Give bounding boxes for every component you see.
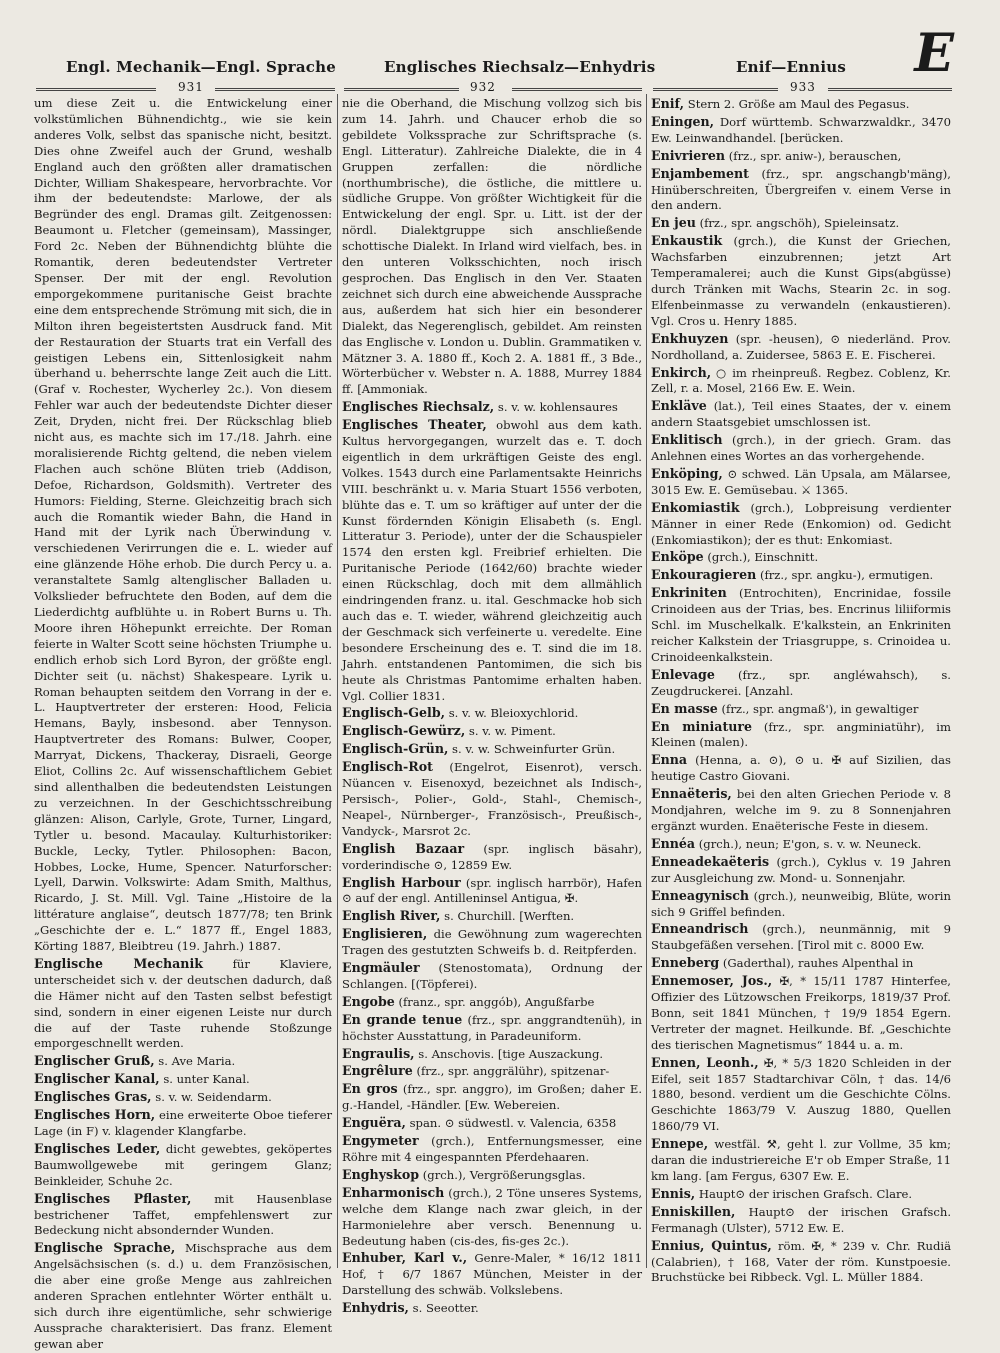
entry-headword: Eningen,: [651, 113, 715, 129]
entry-headword: Englischer Gruß,: [34, 1053, 155, 1069]
entry-headword: Englisches Theater,: [342, 417, 487, 433]
text-column-1: [34, 96, 333, 1351]
entry-text: (frz., spr. angschangb'mäng), Hinüberschreiten, Übergreifen v. einem Verse in den andern.: [651, 166, 951, 213]
entry-headword: Englisch-Gelb,: [342, 705, 446, 721]
entry-text: Mischsprache aus dem Angelsächsischen (s. d.) u. dem Französischen, die aber eine große Menge aus zahlreichen anderen Sprachen entlehnter Wörter enthält u. sich durch ihre eigentümliche, sehr schwierige Aussprache charakterisiert. Das franz. Element gewan aber: [34, 1241, 333, 1351]
dictionary-entry: [651, 1186, 951, 1203]
entry-text: obwohl aus dem kath. Kultus hervorgegangen, wurzelt das e. T. doch eigentlich in dem urkräftigen Geiste des engl. Volkes. 1543 durch eine Parlamentsakte Heinrichs VIII. beschränkt u. v. Maria Stuart 1556 verboten, blühte das e. T. um so kräftiger auf unter der die Kunst fördernden Königin Elisabeth (s. Engl. Litteratur 3. Periode), unter der die Schauspieler 1574 den ersten kgl. Freibrief erhielten. Die Puritanische Periode (1642/60) brachte wieder einen Rückschlag, doch mit dem allmählich eindringenden franz. u. ital. Geschmacke hob sich auch das e. T. wieder, während gleichzeitig auch der Geschmack sich verfeinerte u. veredelte. Eine besondere Erscheinung des e. T. sind die im 18. Jahrh. entstandenen Pantomimen, die sich bis heute als Christmas Pantomime erhalten haben. Vgl. Collier 1831.: [342, 418, 643, 703]
dictionary-entry: [651, 500, 951, 549]
entry-text: (spr. inglisch harrbör), Hafen ⊙ auf der engl. Antilleninsel Antigua, ✠.: [342, 875, 643, 906]
entry-text: s. unter Kanal.: [163, 1072, 250, 1087]
entry-text: (frz., spr. anggrälühr), spitzenar-: [416, 1064, 610, 1079]
dictionary-entry: [342, 960, 642, 993]
entry-text: s. Churchill. [Werften.: [444, 909, 575, 924]
dictionary-entry: [651, 432, 951, 465]
header-rule: [215, 88, 335, 91]
entry-text: s. v. w. Schweinfurter Grün.: [452, 742, 616, 757]
entry-headword: Engmäuler: [342, 960, 420, 976]
entry-text: Stern 2. Größe am Maul des Pegasus.: [687, 97, 910, 111]
dictionary-entry: [651, 921, 951, 954]
entry-headword: Enharmonisch: [342, 1184, 445, 1200]
entry-text: (Stenostomata), Ordnung der Schlangen. [(Töpferei).: [342, 961, 642, 991]
dictionary-entry: [342, 994, 642, 1011]
dictionary-entry: [651, 973, 951, 1054]
entry-text: mit Hausenblase bestrichener Taffet, empfehlenswert zur Bedeckung nicht absondernder Wunden.: [34, 1191, 333, 1238]
entry-headword: Enivrieren: [651, 147, 726, 163]
entry-headword: Ennen, Leonh.,: [651, 1054, 759, 1070]
dictionary-entry: [651, 331, 951, 364]
entry-headword: Englisches Horn,: [34, 1107, 156, 1123]
entry-text: (frz., spr. aniw-), berauschen,: [728, 148, 902, 163]
dictionary-entry: [651, 1204, 951, 1237]
dictionary-entry: [651, 466, 951, 499]
entry-text: ✠, * 5/3 1820 Schleiden in der Eifel, seit 1857 Stadtarchivar Cöln, † das. 14/6 1880, besond. verdient um die Geschichte Cölns. Geschichte 1863/79 V. Auszug 1880, Quellen 1860/79 VI.: [651, 1055, 952, 1134]
entry-text: eine erweiterte Oboe tieferer Lage (in F) v. klagender Klangfarbe.: [34, 1108, 332, 1138]
entry-headword: Engobe: [342, 993, 395, 1009]
entry-headword: Englisches Gras,: [34, 1089, 152, 1105]
dictionary-entry: [34, 1191, 332, 1240]
entry-text: s. Ave Maria.: [158, 1054, 236, 1069]
dictionary-entry: [342, 417, 642, 704]
dictionary-entry: [342, 1185, 642, 1250]
entry-text: (frz., spr. angku-), ermutigen.: [759, 568, 934, 583]
entry-headword: Englische Sprache,: [34, 1240, 176, 1256]
entry-text: (spr. -heusen), ⊙ niederländ. Prov. Nordholland, a. Zuidersee, 5863 E. E. Fischerei.: [651, 331, 951, 362]
entry-text: ⊙ schwed. Län Upsala, am Mälarsee, 3015 Ew. E. Gemüsebau. ⚔ 1365.: [651, 466, 951, 497]
entry-headword: Englisch-Gewürz,: [342, 723, 466, 739]
dictionary-entry: [342, 96, 642, 398]
entry-headword: Englisches Pflaster,: [34, 1190, 192, 1206]
entry-text: (grch.), neun; E'gon, s. v. w. Neuneck.: [698, 836, 922, 851]
entry-text: s. v. w. Bleioxychlorid.: [448, 706, 579, 721]
text-column-2: [342, 96, 643, 1316]
entry-text: (grch.), neunmännig, mit 9 Staubgefäßen versehen. [Tirol mit c. 8000 Ew.: [651, 922, 951, 953]
entry-headword: En gros: [342, 1081, 398, 1097]
entry-text: dicht gewebtes, geköpertes Baumwollgewebe mit geringem Glanz; Beinkleider, Schuhe 2c.: [34, 1141, 332, 1188]
page-number: 931: [178, 80, 204, 94]
entry-headword: Enjambement: [651, 165, 749, 181]
dictionary-entry: [342, 1300, 642, 1317]
dictionary-entry: [342, 1063, 642, 1080]
entry-headword: Engraulis,: [342, 1045, 415, 1061]
entry-text: röm. ✠, * 239 v. Chr. Rudiä (Calabrien), † 168, Vater der röm. Kunstpoesie. Bruchstücke bei Ribbeck. Vgl. L. Müller 1884.: [651, 1238, 951, 1285]
dictionary-entry: [342, 399, 642, 416]
entry-text: (grch.), Entfernungsmesser, eine Röhre mit 4 eingespannten Pferdehaaren.: [342, 1134, 642, 1164]
dictionary-entry: [651, 701, 951, 718]
entry-text: (grch.), die Kunst der Griechen, Wachsfarben einzubrennen; jetzt Art Temperamalerei; auch die Kunst Gips(abgüsse) durch Tränken mit Wachs, Stearin 2c. in sog. Elfenbeinmasse zu verwandeln (enkaustieren). Vgl. Cros u. Henry 1885.: [651, 234, 951, 328]
entry-headword: Enköping,: [651, 465, 723, 481]
dictionary-entry: [651, 1136, 951, 1185]
entry-headword: Enkriniten: [651, 585, 727, 601]
entry-headword: Ennemoser, Jos.,: [651, 973, 773, 989]
dictionary-entry: [342, 705, 642, 722]
dictionary-entry: [651, 836, 951, 853]
entry-headword: En masse: [651, 700, 718, 716]
entry-text: (grch.), Einschnitt.: [707, 550, 819, 565]
dictionary-entry: [342, 841, 642, 874]
entry-headword: Enna: [651, 752, 688, 768]
header-rule: [512, 88, 642, 91]
entry-headword: Enkirch,: [651, 364, 712, 380]
dictionary-entry: [651, 398, 951, 431]
dictionary-entry: [34, 96, 332, 955]
entry-headword: Enklitisch: [651, 432, 723, 448]
entry-headword: En grande tenue: [342, 1011, 463, 1027]
entry-headword: Englisch-Grün,: [342, 741, 449, 757]
entry-text: s. Seeotter.: [412, 1301, 479, 1316]
dictionary-entry: [34, 1240, 332, 1352]
entry-headword: Enneandrisch: [651, 921, 749, 937]
entry-headword: En miniature: [651, 718, 753, 734]
dictionary-entry: [342, 723, 642, 740]
entry-text: Dorf württemb. Schwarzwaldkr., 3470 Ew. Leinwandhandel. [berücken.: [651, 114, 952, 145]
entry-text: (frz., spr. angléwahsch), s. Zeugdruckerei. [Anzahl.: [651, 667, 951, 698]
dictionary-entry: [342, 875, 642, 908]
entry-headword: Englisch-Rot: [342, 759, 433, 775]
entry-headword: Engrêlure: [342, 1063, 413, 1079]
entry-text: (spr. inglisch bäsahr), vorderindische ⊙, 12859 Ew.: [342, 841, 643, 872]
dictionary-entry: [342, 908, 642, 925]
dictionary-entry: [34, 1053, 332, 1070]
column-divider: [646, 94, 647, 1268]
entry-text: ✠, * 15/11 1787 Hinterfee, Offizier des Lützowschen Freikorps, 1819/37 Prof. Bonn, seit 1841 München, † 19/9 1854 Egern. Vertreter der magnet. Heilkunde. Bf. „Geschichte des tierischen Magnetismus“ 1844 u. a. m.: [651, 974, 951, 1052]
entry-text: (frz., spr. angmaß'), in gewaltiger: [721, 701, 919, 716]
entry-text: (Engelrot, Eisenrot), versch. Nüancen v. Eisenoxyd, bezeichnet als Indisch-, Persisch-, Polier-, Gold-, Stahl-, Chemisch-, Neapel-, Nürnberger-, Französisch-, Preußisch-, Vandyck-, Marsrot 2c.: [342, 760, 643, 838]
entry-text: s. Anschovis. [tige Auszackung.: [418, 1046, 604, 1061]
entry-headword: English Bazaar: [342, 840, 465, 856]
entry-headword: Ennéa: [651, 835, 696, 851]
entry-headword: Enkhuyzen: [651, 330, 729, 346]
entry-text: bei den alten Griechen Periode v. 8 Mondjahren, welche im 9. zu 8 Sonnenjahren ergänzt wurden. Enaëterische Feste in diesem.: [651, 787, 951, 833]
dictionary-entry: [342, 1081, 642, 1114]
entry-text: s. v. w. Seidendarm.: [155, 1090, 272, 1105]
entry-headword: Enneadekaëteris: [651, 853, 770, 869]
entry-headword: Enhydris,: [342, 1300, 409, 1316]
header-rule: [344, 88, 459, 91]
dictionary-entry: [651, 549, 951, 566]
entry-headword: Enneagynisch: [651, 887, 750, 903]
dictionary-entry: [651, 667, 951, 700]
dictionary-entry: [342, 1012, 642, 1045]
dictionary-entry: [34, 1107, 332, 1140]
dictionary-entry: [651, 854, 951, 887]
column3-header: Enif—Ennius: [736, 58, 846, 76]
entry-headword: Enneberg: [651, 955, 720, 971]
entry-text: (franz., spr. anggób), Angußfarbe: [398, 994, 595, 1009]
dictionary-entry: [651, 215, 951, 232]
dictionary-entry: [651, 96, 951, 113]
header-rule: [828, 88, 952, 91]
entry-text: (Henna, a. ⊙), ⊙ u. ✠ auf Sizilien, das heutige Castro Giovani.: [651, 753, 951, 784]
entry-text: (Entrochiten), Encrinidae, fossile Crinoideen aus der Trias, bes. Encrinus liliiformis Schl. im Muschelkalk. E'kalkstein, an Enkriniten reicher Kalkstein der Triasgruppe, s. Crinoidea u. Crinoideenkalkstein.: [651, 586, 952, 664]
entry-headword: Enniskillen,: [651, 1203, 736, 1219]
entry-headword: English River,: [342, 908, 441, 924]
entry-headword: Englische Mechanik: [34, 955, 203, 971]
dictionary-entry: [651, 719, 951, 752]
entry-text: für Klaviere, unterscheidet sich v. der deutschen dadurch, daß die Hämer nicht auf den Tasten selbst befestigt sind, sondern in einer eigenen Leiste nur durch die auf der Taste ruhende Stoßzunge emporgeschnellt werden.: [34, 956, 333, 1051]
dictionary-entry: [34, 1089, 332, 1106]
entry-text: Haupt⊙ der irischen Grafsch. Fermanagh (Ulster), 5712 Ew. E.: [651, 1204, 951, 1235]
dictionary-entry: [342, 1046, 642, 1063]
entry-text: westfäl. ⚒, geht l. zur Vollme, 35 km; daran die industriereiche E'r ob Emper Straße, 11 km lang. [am Fergus, 6307 Ew. E.: [651, 1137, 951, 1183]
page-number: 932: [470, 80, 496, 94]
entry-text: (grch.), in der griech. Gram. das Anlehnen eines Wortes an das vorhergehende.: [651, 433, 952, 464]
entry-headword: Enlevage: [651, 666, 715, 682]
entry-text: (frz., spr. angminiatühr), im Kleinen (malen).: [651, 719, 951, 750]
entry-headword: Engymeter: [342, 1133, 419, 1149]
entry-headword: Ennis,: [651, 1185, 696, 1201]
dictionary-entry: [651, 166, 951, 215]
entry-headword: Enif,: [651, 96, 685, 111]
entry-text: (frz., spr. anggrandtenüh), in höchster Ausstattung, in Paradeuniform.: [342, 1012, 642, 1043]
entry-headword: En jeu: [651, 215, 696, 231]
entry-headword: Englischer Kanal,: [34, 1071, 160, 1087]
dictionary-entry: [651, 567, 951, 584]
entry-headword: Enhuber, Karl v.,: [342, 1250, 468, 1266]
entry-headword: Enkaustik: [651, 233, 723, 249]
dictionary-entry: [342, 1250, 642, 1299]
entry-headword: Enkouragieren: [651, 567, 757, 583]
entry-text: (grch.), Vergrößerungsglas.: [422, 1167, 586, 1182]
entry-headword: Ennaëteris,: [651, 786, 732, 802]
entry-headword: Englisches Riechsalz,: [342, 399, 495, 415]
column-divider: [337, 94, 338, 1268]
header-rule: [36, 88, 156, 91]
entry-text: (lat.), Teil eines Staates, der v. einem andern Staatsgebiet umschlossen ist.: [651, 399, 951, 430]
entry-headword: Enghyskop: [342, 1166, 420, 1182]
entry-text: um diese Zeit u. die Entwickelung einer volkstümlichen Bühnendichtg., wie sie kein anderes Volk, selbst das spanische nicht, besitzt. Dies ohne Zweifel auch der Grund, weshalb England auch den größten aller dramatischen Dichter, William Shakespeare, hervorbrachte. Vor ihm der bedeutendste: Marlowe, der als Begründer des engl. Dramas gilt. Zeitgenossen: Beaumont u. Fletcher (gemeinsam), Massinger, Ford 2c. Neben der Bühnendichtg blühte die Romantik, deren bedeutendster Vertreter Spenser. Der mit der engl. Revolution emporgekommene puritanische Geist brachte eine dem entsprechende Strömung mit sich, die in Milton ihren begeistertsten Ausdruck fand. Mit der Restauration der Stuarts trat ein Verfall des geistigen Lebens ein, Sittenlosigkeit nahm überhand u. beherrschte lange Zeit auch die Litt. (Graf v. Rochester, Wycherley 2c.). Von diesem Fehler war auch der bedeutendste Dichter dieser Zeit, Dryden, nicht frei. Der Rückschlag blieb nicht aus, es machte sich im 17./18. Jahrh. eine moralisierende Richtg geltend, die neben vielem Flachen auch schöne Blüten trieb (Addison, Defoe, Richardson, Goldsmith). Vertreter des Humors: Fielding, Sterne. Gleichzeitig brach sich auch die Romantik wieder Bahn, die Hand in Hand mit der Lyrik nach Überwindung v. verschiedenen Verirrungen die e. L. wieder auf eine glänzende Höhe erhob. Die durch Percy u. a. veranstaltete Samlg altenglischer Balladen u. Volkslieder befruchtete den Boden, auf dem die Liederdichtg aufblühte u. in Robert Burns u. Th. Moore ihren Höhepunkt erreichte. Der Roman feierte in Walter Scott seine höchsten Triumphe u. endlich erhob sich Lord Byron, der größte engl. Dichter seit (u. nächst) Shakespeare. Lyrik u. Roman behaupten seitdem den Vorrang in der e. L. Hauptvertreter der ersteren: Hood, Felicia Hemans, Bayly, insbesond. aber Tennyson. Hauptvertreter des Romans: Bulwer, Cooper, Marryat, Dickens, Thackeray, Disraeli, George Eliot, Collins 2c. Auf wissenschaftlichem Gebiet sind allenthalben die bedeutendsten Leistungen zu verzeichnen. In der Geschichtsschreibung glänzen: Alison, Carlyle, Grote, Turner, Lingard, Tytler u. besond. Macaulay. Kulturhistoriker: Buckle, Lecky, Tytler. Philosophen: Bacon, Hobbes, Locke, Hume, Spencer. Naturforscher: Lyell, Darwin. Volkswirte: Adam Smith, Malthus, Ricardo, J. St. Mill. Vgl. Taine „Histoire de la littérature anglaise“, deutsch 1877/78; ten Brink „Geschichte der e. L.“ 1877 ff., Engel 1883, Körting 1887, Bleibtreu (19. Jahrh.) 1887.: [34, 96, 332, 954]
dictionary-entry: [342, 1167, 642, 1184]
entry-text: (Gaderthal), rauhes Alpenthal in: [722, 956, 914, 971]
dictionary-entry: [34, 1141, 332, 1190]
dictionary-entry: [651, 233, 951, 329]
dictionary-entry: [34, 956, 332, 1052]
entry-headword: English Harbour: [342, 874, 461, 890]
entry-headword: Ennius, Quintus,: [651, 1237, 772, 1253]
dictionary-entry: [651, 955, 951, 972]
dictionary-entry: [651, 786, 951, 835]
entry-text: (frz., spr. anggro), im Großen; daher E. g.-Handel, -Händler. [Ew. Webereien.: [342, 1082, 643, 1113]
column2-header: Englisches Riechsalz—Enhydris: [384, 58, 656, 76]
dictionary-entry: [651, 1238, 951, 1287]
entry-headword: Enköpe: [651, 549, 704, 565]
page-number: 933: [790, 80, 816, 94]
dictionary-entry: [651, 752, 951, 785]
entry-text: s. v. w. kohlensaures: [497, 400, 618, 415]
entry-headword: Englisieren,: [342, 926, 428, 942]
entry-headword: Englisches Leder,: [34, 1140, 161, 1156]
dictionary-entry: [651, 365, 951, 398]
dictionary-entry: [342, 1115, 642, 1132]
column1-header: Engl. Mechanik—Engl. Sprache: [66, 58, 336, 76]
entry-text: nie die Oberhand, die Mischung vollzog sich bis zum 14. Jahrh. und Chaucer erhob die so gebildete Volkssprache zur Schriftsprache (s. Engl. Litteratur). Zahlreiche Dialekte, die in 4 Gruppen zerfallen: die nördliche (northumbrische), die östliche, die mittlere u. südliche Gruppe. Von größter Wichtigkeit für die Entwickelung der engl. Spr. u. Litt. ist der der nördl. Dialektgruppe sich anschließende schottische Dialekt. In Irland wird vielfach, bes. in den unteren Volksschichten, noch irisch gesprochen. Das Englisch in den Ver. Staaten zeichnet sich durch eine abweichende Aussprache aus, außerdem hat sich hier ein besonderer Dialekt, das Negerenglisch, gebildet. Am reinsten das Englische v. London u. Dublin. Grammatiken v. Mätzner 3. A. 1880 ff., Koch 2. A. 1881 ff., 3 Bde., Wörterbücher v. Webster n. A. 1888, Murrey 1884 ff. [Ammoniak.: [342, 96, 642, 397]
dictionary-entry: [342, 926, 642, 959]
entry-headword: Ennepe,: [651, 1136, 709, 1152]
entry-text: (grch.), Lobpreisung verdienter Männer in einer Rede (Enkomion) od. Gedicht (Enkomiastikon); der es thut: Enkomiast.: [651, 500, 951, 547]
dictionary-entry: [34, 1071, 332, 1088]
dictionary-entry: [651, 585, 951, 666]
text-column-3: [651, 96, 952, 1285]
entry-text: (grch.), 2 Töne unseres Systems, welche dem Klange nach zwar gleich, in der Harmonielehre aber versch. Benennung u. Bedeutung haben (cis-des, fis-ges 2c.).: [342, 1185, 643, 1248]
dictionary-entry: [342, 1133, 642, 1166]
entry-text: die Gewöhnung zum wagerechten Tragen des gestutzten Schweifs b. d. Reitpferden.: [342, 927, 642, 958]
dictionary-entry: [651, 1055, 951, 1136]
entry-headword: Enguëra,: [342, 1115, 406, 1131]
entry-text: ○ im rheinpreuß. Regbez. Coblenz, Kr. Zell, r. a. Mosel, 2166 Ew. E. Wein.: [651, 365, 951, 396]
entry-text: (grch.), neunweibig, Blüte, worin sich 9 Griffel befinden.: [651, 888, 951, 919]
entry-headword: Enkläve: [651, 398, 707, 414]
dictionary-entry: [651, 148, 951, 165]
dictionary-entry: [651, 888, 951, 921]
entry-text: s. v. w. Piment.: [468, 724, 556, 739]
entry-headword: Enkomiastik: [651, 499, 740, 515]
entry-text: (grch.), Cyklus v. 19 Jahren zur Ausgleichung zw. Mond- u. Sonnenjahr.: [651, 854, 951, 885]
entry-text: Genre-Maler, * 16/12 1811 Hof, † 6/7 1867 München, Meister in der Darstellung des schwäb. Volkslebens.: [342, 1251, 642, 1298]
dictionary-entry: [651, 114, 951, 147]
entry-text: span. ⊙ südwestl. v. Valencia, 6358: [409, 1116, 617, 1131]
dictionary-entry: [342, 741, 642, 758]
entry-text: (frz., spr. angschöh), Spieleinsatz.: [699, 216, 900, 231]
dictionary-entry: [342, 759, 642, 840]
entry-text: Haupt⊙ der irischen Grafsch. Clare.: [698, 1186, 913, 1201]
section-letter: E: [914, 23, 954, 84]
header-rule: [653, 88, 778, 91]
